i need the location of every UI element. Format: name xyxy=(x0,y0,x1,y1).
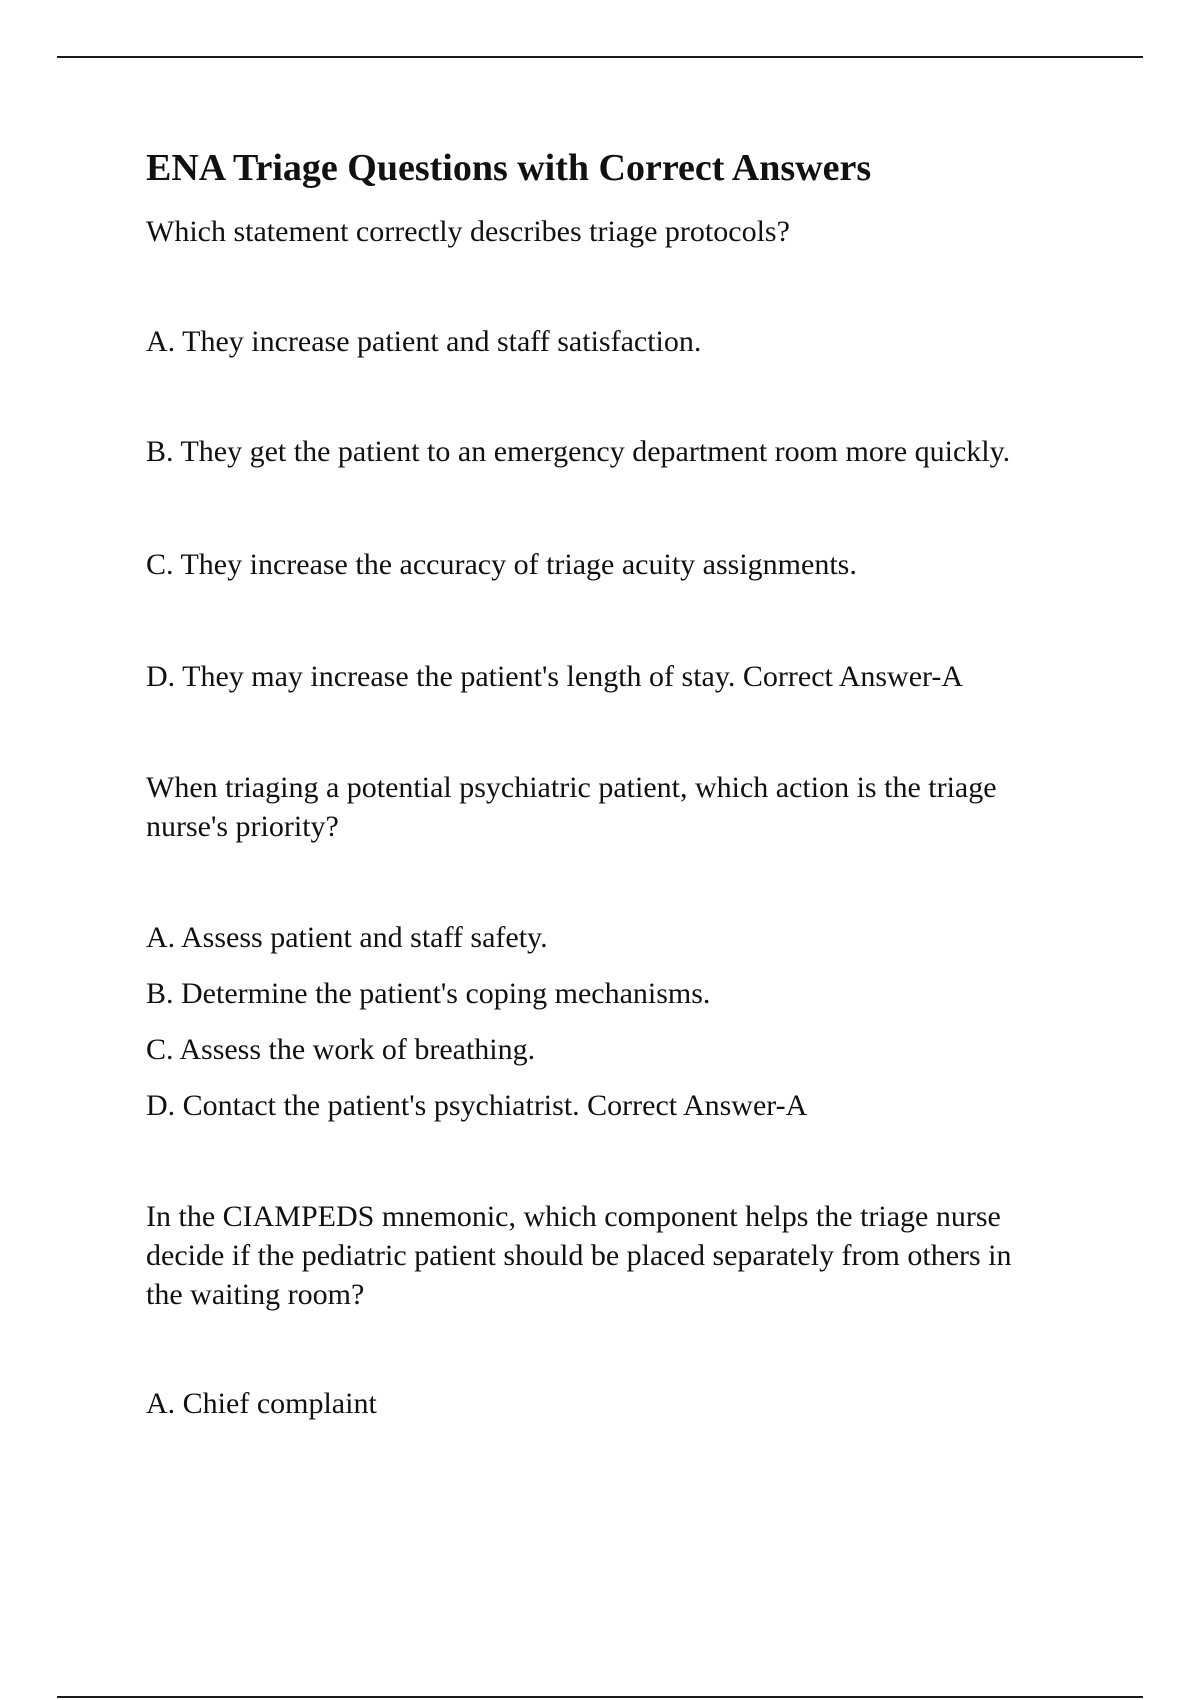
question-3-text-line-1: In the CIAMPEDS mnemonic, which component helps the triage nurse xyxy=(146,1200,1001,1233)
question-2-option-d: D. Contact the patient's psychiatrist. Correct Answer-A xyxy=(146,1089,808,1122)
bottom-divider xyxy=(57,1696,1143,1698)
question-3-text-line-2: decide if the pediatric patient should be placed separately from others in xyxy=(146,1239,1012,1272)
question-3-option-a: A. Chief complaint xyxy=(146,1387,377,1420)
question-2-option-b: B. Determine the patient's coping mechanisms. xyxy=(146,977,711,1010)
question-1-option-d: D. They may increase the patient's length of stay. Correct Answer-A xyxy=(146,660,964,693)
question-1-text: Which statement correctly describes triage protocols? xyxy=(146,215,790,248)
question-1-option-b: B. They get the patient to an emergency department room more quickly. xyxy=(146,435,1011,468)
question-2-text-line-2: nurse's priority? xyxy=(146,810,339,843)
question-2-text-line-1: When triaging a potential psychiatric patient, which action is the triage xyxy=(146,771,997,804)
top-divider xyxy=(57,56,1143,58)
question-1-option-c: C. They increase the accuracy of triage acuity assignments. xyxy=(146,548,857,581)
question-2-option-c: C. Assess the work of breathing. xyxy=(146,1033,536,1066)
question-1-option-a: A. They increase patient and staff satisfaction. xyxy=(146,325,702,358)
question-3-text-line-3: the waiting room? xyxy=(146,1278,365,1311)
page-title: ENA Triage Questions with Correct Answers xyxy=(146,147,872,189)
question-2-option-a: A. Assess patient and staff safety. xyxy=(146,921,548,954)
